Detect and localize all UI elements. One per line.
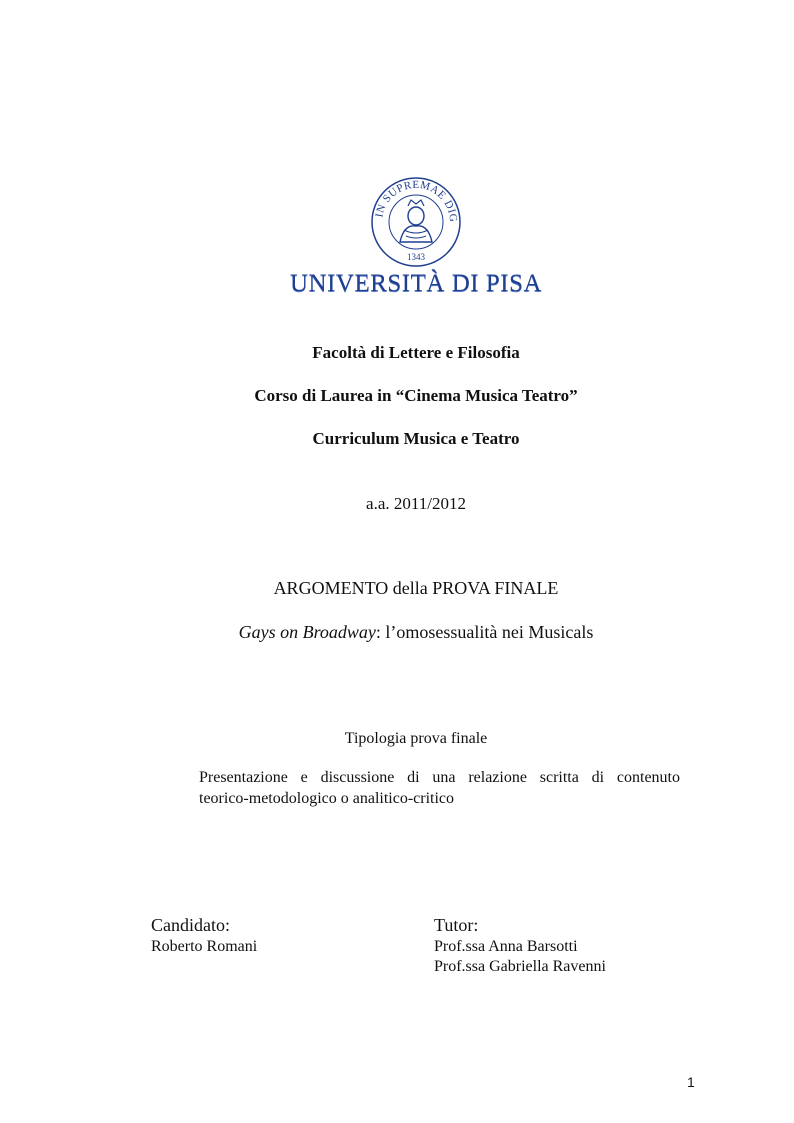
tutor-name-2: Prof.ssa Gabriella Ravenni [434, 958, 606, 975]
university-wordmark: UNIVERSITÀ DI PISA [289, 270, 543, 297]
faculty-title: Facoltà di Lettere e Filosofia [312, 343, 520, 362]
tutor-label: Tutor: [434, 915, 479, 935]
candidate-name: Roberto Romani [151, 938, 258, 955]
description-line-1: Presentazione e discussione di una relazione scritta di contenuto [199, 769, 680, 786]
university-seal-logo [370, 176, 462, 268]
svg-text:1343: 1343 [407, 252, 425, 262]
thesis-heading: ARGOMENTO della PROVA FINALE [273, 578, 559, 598]
page-number: 1 [687, 1074, 695, 1090]
description-line-2: teorico-metodologico o analitico-critico [199, 790, 455, 807]
thesis-title [0, 622, 794, 643]
course-title: Corso di Laurea in “Cinema Musica Teatro” [254, 386, 578, 405]
curriculum-title: Curriculum Musica e Teatro [312, 429, 520, 448]
exam-type-description [199, 767, 680, 809]
academic-year: a.a. 2011/2012 [366, 494, 466, 513]
exam-type-label: Tipologia prova finale [344, 730, 488, 747]
tutor-name-1: Prof.ssa Anna Barsotti [434, 938, 578, 955]
thesis-title-rest: : l’omosessualità nei Musicals [375, 622, 594, 642]
thesis-title-italic: Gays on Broadway [238, 622, 376, 642]
svg-text:IN SUPREMAE DIGNITATIS: IN SUPREMAE DIG [373, 178, 460, 223]
candidate-label: Candidato: [151, 915, 230, 935]
